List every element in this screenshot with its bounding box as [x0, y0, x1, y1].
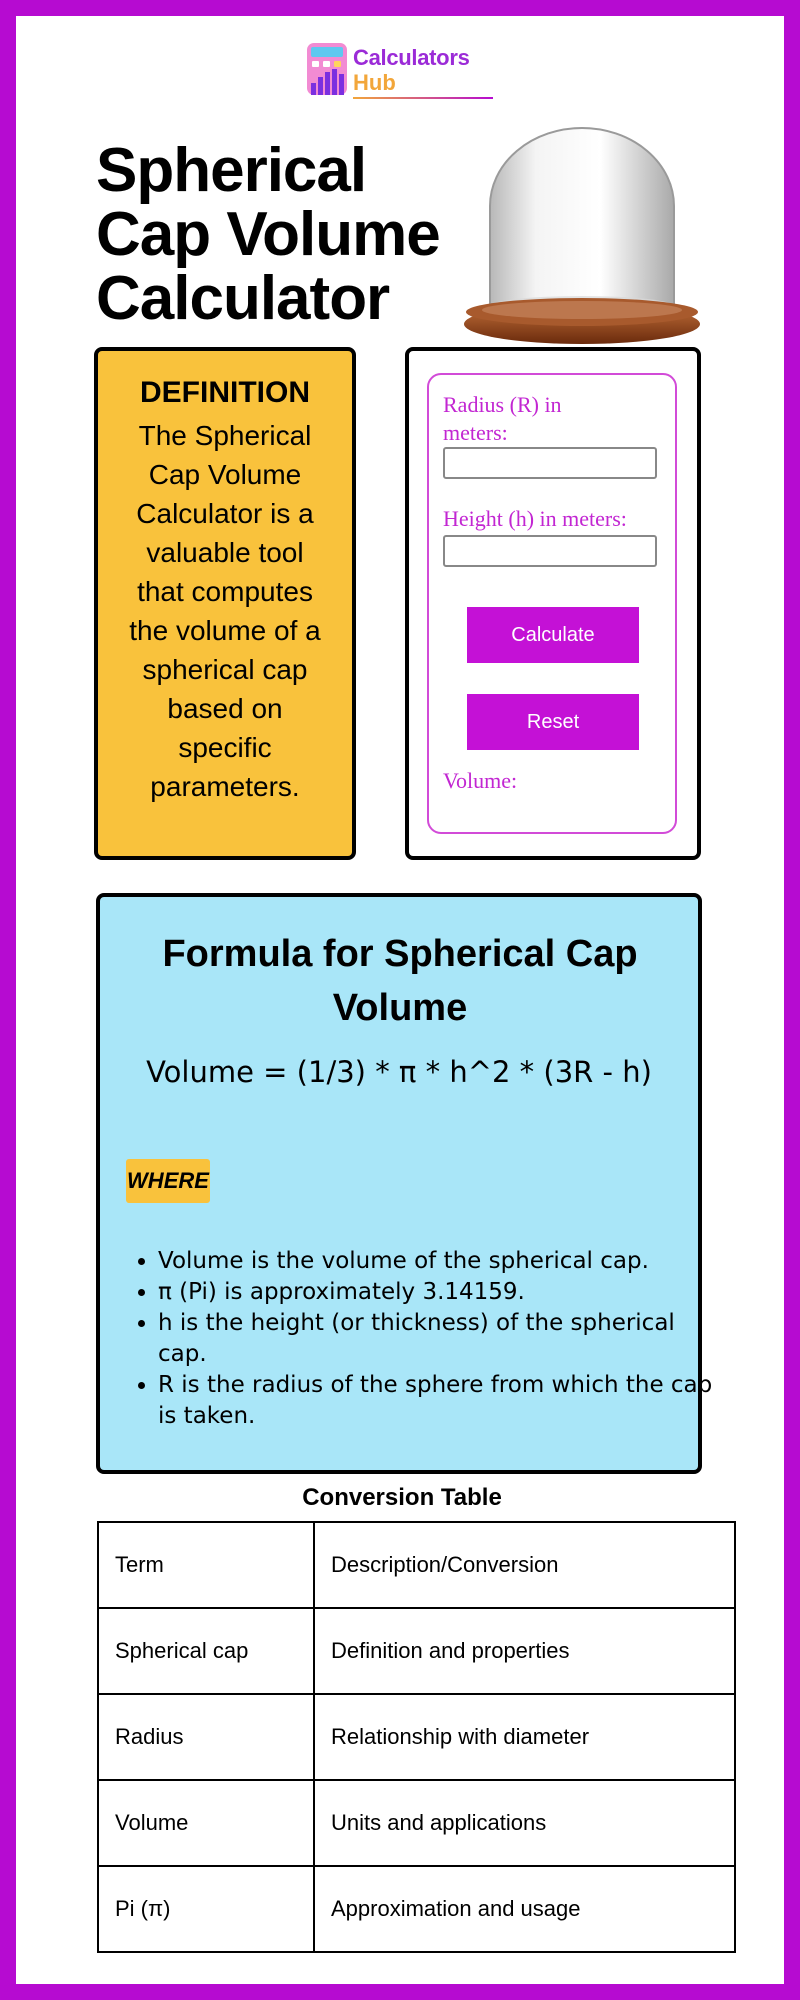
- table-row: [98, 1608, 735, 1694]
- table-cell: Term: [98, 1522, 314, 1608]
- logo-text-calculators: Calculators: [353, 45, 470, 70]
- glass-dome-icon: [452, 126, 712, 356]
- radius-input[interactable]: [443, 447, 657, 479]
- calculator-logo-icon: [305, 41, 349, 99]
- logo-underline: [353, 97, 493, 99]
- table-cell: Radius: [98, 1694, 314, 1780]
- list-item: • Volume is the volume of the spherical cap.: [158, 1246, 718, 1277]
- definition-heading: DEFINITION: [140, 376, 310, 409]
- definition-text: The Spherical Cap Volume Calculator is a valuable tool that computes the volume of a spherical cap based on specific parameters.: [129, 420, 321, 802]
- conversion-table-title: Conversion Table: [302, 1484, 502, 1511]
- calculate-button[interactable]: Calculate: [467, 607, 639, 663]
- definition-card: [94, 347, 356, 860]
- calculators-hub-logo[interactable]: [305, 41, 505, 111]
- volume-result-label: Volume:: [443, 768, 518, 793]
- formula-title: Formula for Spherical Cap Volume: [162, 933, 638, 1029]
- glass-dome-illustration: [452, 126, 712, 356]
- page-title: Spherical Cap Volume Calculator: [96, 136, 440, 333]
- formula-equation: Volume = (1/3) * π * h^2 * (3R - h): [146, 1055, 652, 1089]
- table-cell: Volume: [98, 1780, 314, 1866]
- table-row: [98, 1866, 735, 1952]
- table-cell: Units and applications: [314, 1780, 735, 1866]
- reset-button[interactable]: Reset: [467, 694, 639, 750]
- table-cell: Description/Conversion: [314, 1522, 735, 1608]
- list-item: • h is the height (or thickness) of the spherical cap.: [158, 1308, 718, 1370]
- table-row: [98, 1694, 735, 1780]
- table-row: [98, 1522, 735, 1608]
- conversion-table: [97, 1521, 736, 1953]
- table-row: [98, 1780, 735, 1866]
- calculator-form: [427, 373, 677, 834]
- where-badge: WHERE: [126, 1159, 210, 1203]
- height-input[interactable]: [443, 535, 657, 567]
- table-cell: Relationship with diameter: [314, 1694, 735, 1780]
- calculator-card: [405, 347, 701, 860]
- height-label: Height (h) in meters:: [443, 506, 627, 531]
- formula-card: [96, 893, 713, 1474]
- table-cell: Spherical cap: [98, 1608, 314, 1694]
- table-cell: Definition and properties: [314, 1608, 735, 1694]
- page: [16, 16, 784, 1984]
- list-item: • π (Pi) is approximately 3.14159.: [158, 1277, 718, 1308]
- list-item: • R is the radius of the sphere from which the cap is taken.: [158, 1370, 718, 1432]
- table-cell: Approximation and usage: [314, 1866, 735, 1952]
- logo-text-hub: Hub: [353, 70, 396, 95]
- table-cell: Pi (π): [98, 1866, 314, 1952]
- radius-label: Radius (R) in meters:: [443, 392, 562, 445]
- variable-list: [140, 1246, 718, 1432]
